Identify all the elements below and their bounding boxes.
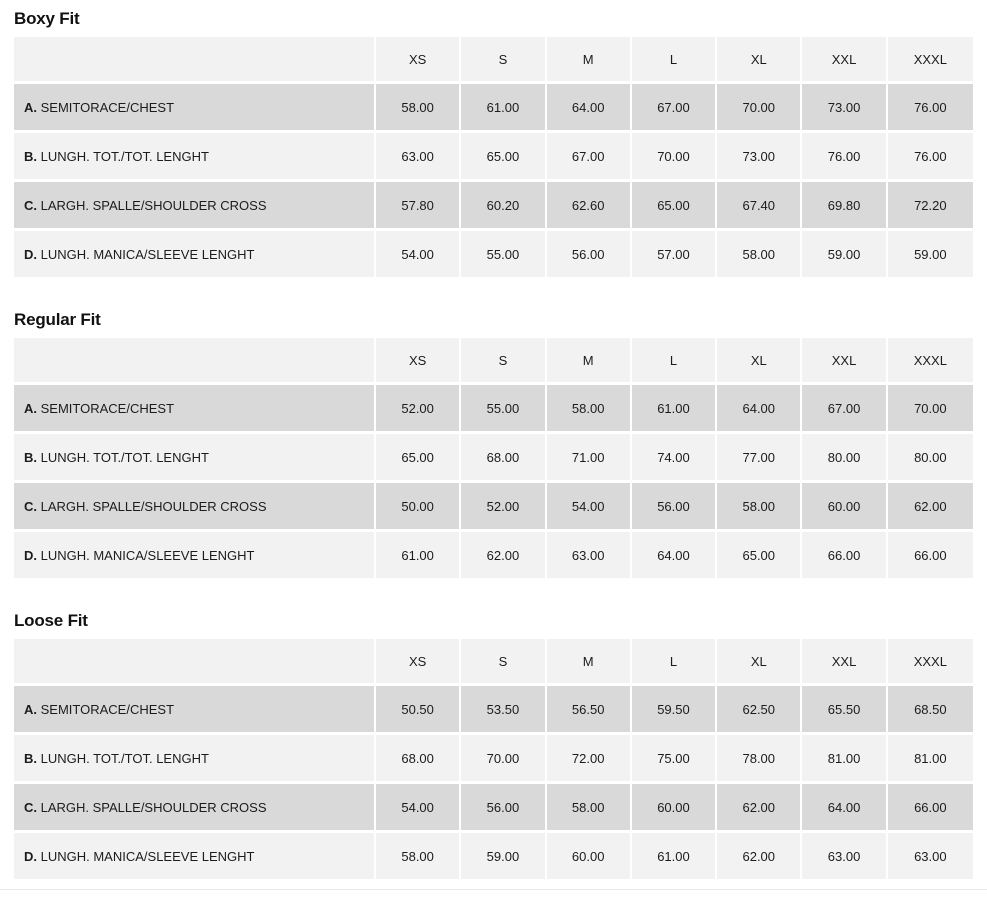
size-value-cell: 62.00 — [461, 532, 546, 581]
measurement-label: SEMITORACE/CHEST — [40, 701, 175, 717]
size-value-cell: 64.00 — [802, 784, 887, 833]
section-regular-fit — [14, 311, 973, 581]
size-value-cell: 63.00 — [802, 833, 887, 882]
measurement-label: LARGH. SPALLE/SHOULDER CROSS — [40, 498, 267, 514]
size-column-header: XXXL — [888, 338, 973, 385]
size-value-cell: 54.00 — [376, 231, 461, 280]
size-value-cell: 50.00 — [376, 483, 461, 532]
table-row — [14, 686, 973, 735]
size-column-header: XL — [717, 639, 802, 686]
size-value-cell: 73.00 — [802, 84, 887, 133]
size-value-cell: 64.00 — [717, 385, 802, 434]
size-value-cell: 75.00 — [632, 735, 717, 784]
size-value-cell: 61.00 — [461, 84, 546, 133]
size-value-cell: 62.60 — [547, 182, 632, 231]
size-value-cell: 68.50 — [888, 686, 973, 735]
bottom-divider — [0, 889, 987, 890]
size-value-cell: 68.00 — [376, 735, 461, 784]
size-value-cell: 59.00 — [888, 231, 973, 280]
size-value-cell: 65.00 — [632, 182, 717, 231]
size-column-header: XS — [376, 639, 461, 686]
size-column-header: XXL — [802, 338, 887, 385]
size-value-cell: 65.50 — [802, 686, 887, 735]
size-value-cell: 70.00 — [632, 133, 717, 182]
table-row — [14, 385, 973, 434]
size-value-cell: 62.50 — [717, 686, 802, 735]
size-column-header: XXXL — [888, 639, 973, 686]
measurement-letter: A. — [24, 99, 37, 115]
size-table-header-row — [14, 639, 973, 686]
size-value-cell: 62.00 — [888, 483, 973, 532]
measurement-label-cell — [14, 133, 376, 182]
size-table — [14, 338, 973, 581]
size-value-cell: 59.00 — [461, 833, 546, 882]
table-row — [14, 231, 973, 280]
size-column-header: XXL — [802, 639, 887, 686]
size-value-cell: 71.00 — [547, 434, 632, 483]
size-value-cell: 56.50 — [547, 686, 632, 735]
size-value-cell: 58.00 — [717, 231, 802, 280]
size-value-cell: 53.50 — [461, 686, 546, 735]
size-column-header: XL — [717, 37, 802, 84]
measurement-letter: D. — [24, 246, 37, 262]
measurement-label: LUNGH. TOT./TOT. LENGHT — [40, 750, 209, 766]
size-value-cell: 63.00 — [376, 133, 461, 182]
size-value-cell: 58.00 — [717, 483, 802, 532]
size-value-cell: 55.00 — [461, 231, 546, 280]
size-value-cell: 61.00 — [632, 833, 717, 882]
size-table-header-row — [14, 37, 973, 84]
size-value-cell: 73.00 — [717, 133, 802, 182]
measurement-letter: B. — [24, 449, 37, 465]
size-value-cell: 67.40 — [717, 182, 802, 231]
size-value-cell: 62.00 — [717, 784, 802, 833]
size-column-header: XXXL — [888, 37, 973, 84]
section-boxy-fit — [14, 10, 973, 280]
table-row — [14, 532, 973, 581]
measurement-letter: A. — [24, 701, 37, 717]
size-value-cell: 56.00 — [461, 784, 546, 833]
size-value-cell: 61.00 — [632, 385, 717, 434]
measurement-letter: B. — [24, 750, 37, 766]
size-value-cell: 76.00 — [888, 84, 973, 133]
section-title: Regular Fit — [14, 310, 101, 329]
size-value-cell: 58.00 — [376, 84, 461, 133]
size-value-cell: 77.00 — [717, 434, 802, 483]
size-table-header-row — [14, 338, 973, 385]
size-column-header: L — [632, 338, 717, 385]
size-value-cell: 65.00 — [717, 532, 802, 581]
size-value-cell: 72.20 — [888, 182, 973, 231]
size-value-cell: 70.00 — [717, 84, 802, 133]
measurement-label-cell — [14, 182, 376, 231]
table-row — [14, 182, 973, 231]
size-column-header: L — [632, 37, 717, 84]
size-value-cell: 61.00 — [376, 532, 461, 581]
measurement-label-cell — [14, 784, 376, 833]
size-column-header: S — [461, 37, 546, 84]
size-value-cell: 70.00 — [888, 385, 973, 434]
size-value-cell: 67.00 — [632, 84, 717, 133]
measurement-letter: A. — [24, 400, 37, 416]
size-value-cell: 68.00 — [461, 434, 546, 483]
size-value-cell: 67.00 — [547, 133, 632, 182]
table-row — [14, 133, 973, 182]
size-value-cell: 60.00 — [547, 833, 632, 882]
table-row — [14, 434, 973, 483]
size-value-cell: 60.00 — [632, 784, 717, 833]
size-value-cell: 57.80 — [376, 182, 461, 231]
header-blank-cell — [14, 338, 376, 385]
measurement-label-cell — [14, 84, 376, 133]
measurement-letter: C. — [24, 498, 37, 514]
size-value-cell: 78.00 — [717, 735, 802, 784]
size-column-header: XS — [376, 338, 461, 385]
section-title: Boxy Fit — [14, 9, 80, 28]
size-value-cell: 60.20 — [461, 182, 546, 231]
size-value-cell: 62.00 — [717, 833, 802, 882]
size-column-header: XXL — [802, 37, 887, 84]
size-column-header: XS — [376, 37, 461, 84]
measurement-label: LARGH. SPALLE/SHOULDER CROSS — [40, 799, 267, 815]
header-blank-cell — [14, 639, 376, 686]
measurement-label-cell — [14, 483, 376, 532]
size-column-header: S — [461, 338, 546, 385]
measurement-letter: B. — [24, 148, 37, 164]
measurement-label: SEMITORACE/CHEST — [40, 99, 175, 115]
size-column-header: L — [632, 639, 717, 686]
size-value-cell: 66.00 — [888, 532, 973, 581]
size-value-cell: 64.00 — [547, 84, 632, 133]
size-value-cell: 58.00 — [376, 833, 461, 882]
measurement-label: LUNGH. MANICA/SLEEVE LENGHT — [40, 246, 255, 262]
measurement-letter: C. — [24, 799, 37, 815]
section-title: Loose Fit — [14, 611, 88, 630]
size-value-cell: 63.00 — [547, 532, 632, 581]
size-column-header: M — [547, 338, 632, 385]
size-value-cell: 76.00 — [888, 133, 973, 182]
size-value-cell: 58.00 — [547, 385, 632, 434]
size-value-cell: 54.00 — [547, 483, 632, 532]
size-value-cell: 67.00 — [802, 385, 887, 434]
size-value-cell: 66.00 — [888, 784, 973, 833]
measurement-letter: D. — [24, 848, 37, 864]
size-value-cell: 56.00 — [547, 231, 632, 280]
size-value-cell: 81.00 — [802, 735, 887, 784]
size-value-cell: 64.00 — [632, 532, 717, 581]
size-value-cell: 57.00 — [632, 231, 717, 280]
measurement-label-cell — [14, 434, 376, 483]
size-value-cell: 63.00 — [888, 833, 973, 882]
size-value-cell: 65.00 — [461, 133, 546, 182]
size-value-cell: 66.00 — [802, 532, 887, 581]
size-value-cell: 69.80 — [802, 182, 887, 231]
size-table — [14, 639, 973, 882]
measurement-letter: C. — [24, 197, 37, 213]
measurement-label-cell — [14, 833, 376, 882]
size-value-cell: 52.00 — [376, 385, 461, 434]
size-value-cell: 59.00 — [802, 231, 887, 280]
size-value-cell: 58.00 — [547, 784, 632, 833]
table-row — [14, 735, 973, 784]
table-row — [14, 784, 973, 833]
size-table — [14, 37, 973, 280]
measurement-label: LARGH. SPALLE/SHOULDER CROSS — [40, 197, 267, 213]
size-value-cell: 50.50 — [376, 686, 461, 735]
size-value-cell: 52.00 — [461, 483, 546, 532]
size-column-header: M — [547, 639, 632, 686]
measurement-label: LUNGH. TOT./TOT. LENGHT — [40, 449, 209, 465]
size-value-cell: 76.00 — [802, 133, 887, 182]
size-value-cell: 72.00 — [547, 735, 632, 784]
measurement-letter: D. — [24, 547, 37, 563]
section-loose-fit — [14, 612, 973, 882]
size-value-cell: 81.00 — [888, 735, 973, 784]
size-value-cell: 56.00 — [632, 483, 717, 532]
table-row — [14, 84, 973, 133]
measurement-label-cell — [14, 532, 376, 581]
size-value-cell: 70.00 — [461, 735, 546, 784]
measurement-label: LUNGH. TOT./TOT. LENGHT — [40, 148, 209, 164]
size-column-header: M — [547, 37, 632, 84]
header-blank-cell — [14, 37, 376, 84]
measurement-label-cell — [14, 735, 376, 784]
measurement-label: SEMITORACE/CHEST — [40, 400, 175, 416]
measurement-label: LUNGH. MANICA/SLEEVE LENGHT — [40, 848, 255, 864]
size-column-header: S — [461, 639, 546, 686]
table-row — [14, 833, 973, 882]
size-value-cell: 59.50 — [632, 686, 717, 735]
size-value-cell: 80.00 — [802, 434, 887, 483]
measurement-label-cell — [14, 686, 376, 735]
measurement-label-cell — [14, 385, 376, 434]
size-value-cell: 80.00 — [888, 434, 973, 483]
size-value-cell: 55.00 — [461, 385, 546, 434]
size-value-cell: 74.00 — [632, 434, 717, 483]
size-value-cell: 54.00 — [376, 784, 461, 833]
measurement-label: LUNGH. MANICA/SLEEVE LENGHT — [40, 547, 255, 563]
size-value-cell: 60.00 — [802, 483, 887, 532]
measurement-label-cell — [14, 231, 376, 280]
size-value-cell: 65.00 — [376, 434, 461, 483]
size-column-header: XL — [717, 338, 802, 385]
table-row — [14, 483, 973, 532]
